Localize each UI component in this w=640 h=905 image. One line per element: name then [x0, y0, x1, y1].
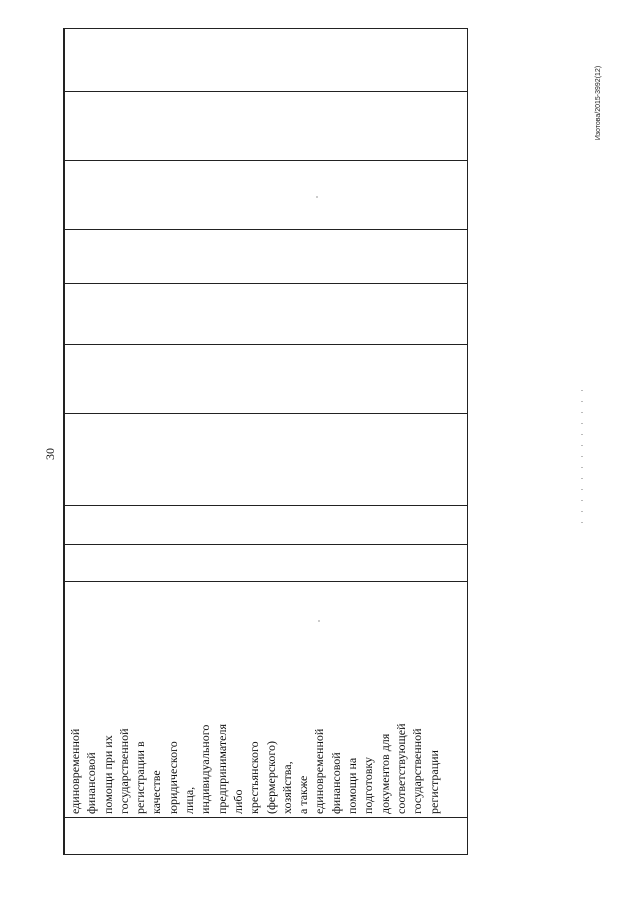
cell-text-line: финансовой [328, 752, 343, 814]
cell-text-line: единовременной [68, 728, 82, 814]
cell-text-line: а также [296, 775, 311, 814]
cell-text-line: индивидуального [198, 724, 213, 814]
row-divider [64, 229, 467, 230]
cell-text-line: регистрации в [133, 741, 148, 814]
row-divider [64, 91, 467, 92]
cell-text-line: помощи при их [100, 735, 115, 814]
cell-text-line: либо [230, 789, 245, 814]
row-divider [64, 413, 467, 414]
cell-text-line: подготовку [361, 756, 376, 814]
cell-text-line: государственной [410, 728, 425, 814]
row-divider [64, 544, 467, 545]
cell-text-line: качестве [149, 770, 164, 814]
row-divider [64, 581, 467, 582]
row-divider [64, 505, 467, 506]
cell-text-line: лица, [182, 786, 197, 814]
row-divider [64, 344, 467, 345]
row-divider [64, 283, 467, 284]
cell-text-line: единовременной [312, 728, 327, 814]
cell-text-line: государственной [116, 728, 131, 814]
document-code: Изотова/2015-3992(12) [595, 65, 602, 141]
row-divider [64, 160, 467, 161]
cell-text-line: крестьянского [247, 741, 262, 814]
cell-text-line: хозяйства, [279, 761, 294, 814]
cell-text-line: финансовой [84, 752, 99, 814]
cell-text-line: регистрации [426, 750, 441, 814]
cell-text-line: документов для [377, 733, 392, 814]
cell-text-line: предпринимателя [214, 724, 229, 814]
table-cell-text [65, 683, 457, 818]
cell-text-line: (фермерского) [263, 740, 278, 814]
cell-text-line: соответствующей [393, 723, 408, 814]
page-number: 30 [43, 448, 57, 460]
scan-artifact-marks [581, 390, 583, 530]
cell-text-line: помощи на [345, 757, 360, 814]
cell-text-line: юридического [165, 741, 180, 814]
